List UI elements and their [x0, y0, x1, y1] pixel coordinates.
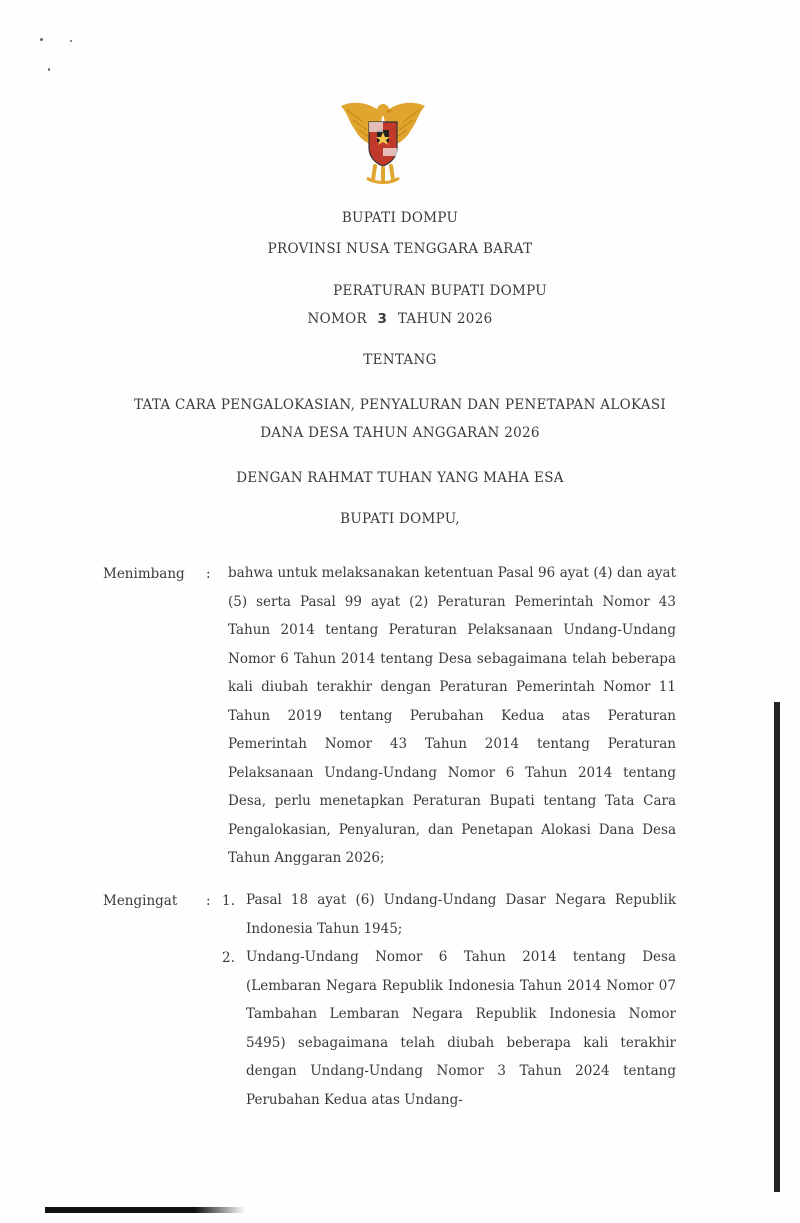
regulation-title: PERATURAN BUPATI DOMPU — [333, 283, 547, 299]
regulation-number-line — [0, 311, 800, 327]
considering-label: Menimbang — [103, 566, 185, 582]
observing-label: Mengingat — [103, 893, 178, 909]
scan-speck — [48, 68, 50, 71]
observing-colon: : — [206, 893, 211, 909]
preamble-authority: BUPATI DOMPU, — [340, 511, 460, 527]
number-value: 3 — [377, 311, 388, 327]
observing-item-text: Undang-Undang Nomor 6 Tahun 2014 tentang Desa (Lembaran Negara Republik Indonesia Tahun 2014 Nomor 07 Tambahan Lembaran Negara Republik Indonesia Nomor 5495) sebagaimana telah diubah beberapa kali terakhir dengan Undang-Undang Nomor 3 Tahun 2024 tentang Perubahan Kedua atas Undang- — [246, 949, 676, 1108]
number-label: NOMOR — [307, 311, 367, 327]
observing-item-number: 2. — [222, 950, 235, 966]
subject-line-2: DANA DESA TAHUN ANGGARAN 2026 — [260, 425, 540, 441]
considering-text: bahwa untuk melaksanakan ketentuan Pasal 96 ayat (4) dan ayat (5) serta Pasal 99 ayat (2) Peraturan Pemerintah Nomor 43 Tahun 2014 tentang Peraturan Pelaksanaan Undang-Undang Nomor 6 Tahun 2014 tentang Desa sebagaimana telah beberapa kali diubah terakhir dengan Peraturan Pemerintah Nomor 11 Tahun 2019 tentang Perubahan Kedua atas Peraturan Pemerintah Nomor 43 Tahun 2014 tentang Peraturan Pelaksanaan Undang-Undang Nomor 6 Tahun 2014 tentang Desa, perlu menetapkan Peraturan Bupati tentang Tata Cara Pengalokasian, Penyaluran, dan Penetapan Alokasi Dana Desa Tahun Anggaran 2026; — [228, 565, 676, 866]
scan-edge-right — [774, 702, 780, 1192]
authority-heading: BUPATI DOMPU — [341, 210, 459, 226]
year-label: TAHUN 2026 — [397, 311, 493, 327]
scan-speck — [70, 40, 72, 42]
scan-edge-bottom — [45, 1207, 245, 1213]
observing-item-text: Pasal 18 ayat (6) Undang-Undang Dasar Negara Republik Indonesia Tahun 1945; — [246, 892, 676, 937]
about-heading: TENTANG — [363, 352, 437, 368]
garuda-emblem-icon — [333, 92, 433, 192]
preamble-grace: DENGAN RAHMAT TUHAN YANG MAHA ESA — [236, 470, 564, 486]
scan-speck — [40, 38, 43, 41]
subject-line-1: TATA CARA PENGALOKASIAN, PENYALURAN DAN PENETAPAN ALOKASI — [133, 397, 667, 413]
province-heading: PROVINSI NUSA TENGGARA BARAT — [267, 241, 533, 257]
considering-colon: : — [206, 566, 211, 582]
observing-item-number: 1. — [222, 893, 235, 909]
